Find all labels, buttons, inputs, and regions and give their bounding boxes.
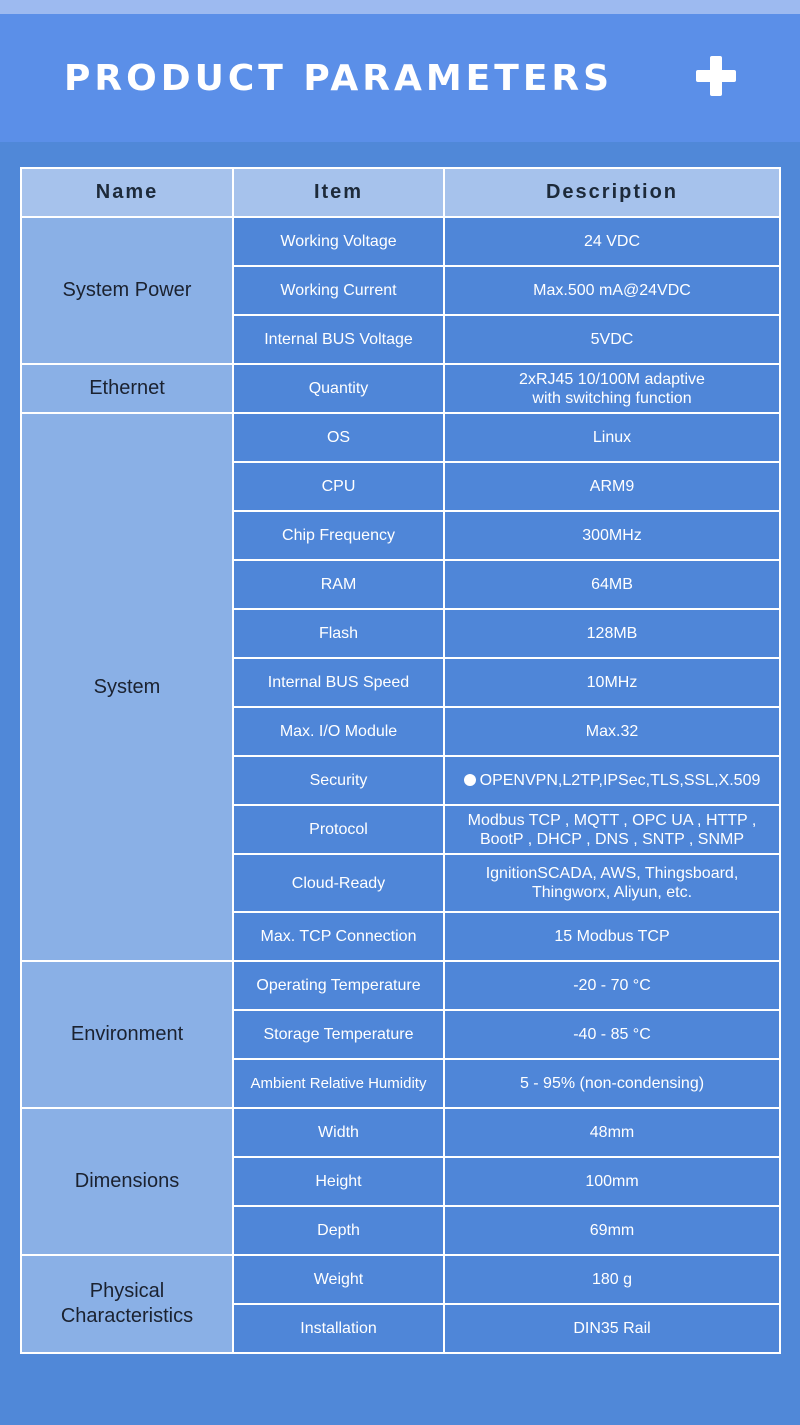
section-header bbox=[0, 14, 800, 142]
item-cell: Ambient Relative Humidity bbox=[233, 1059, 444, 1108]
description-cell: 128MB bbox=[444, 609, 780, 658]
description-line: IgnitionSCADA, AWS, Thingsboard, bbox=[485, 865, 739, 882]
group-name-physical-characteristics: Physical Characteristics bbox=[21, 1255, 233, 1353]
item-cell: CPU bbox=[233, 462, 444, 511]
item-cell: Cloud-Ready bbox=[233, 854, 444, 912]
description-cell: Max.32 bbox=[444, 707, 780, 756]
item-cell: Internal BUS Speed bbox=[233, 658, 444, 707]
description-cell bbox=[444, 756, 780, 805]
description-line: 2xRJ45 10/100M adaptive bbox=[519, 370, 705, 388]
item-cell: Max. TCP Connection bbox=[233, 912, 444, 961]
item-cell: Storage Temperature bbox=[233, 1010, 444, 1059]
table-row bbox=[21, 961, 780, 1010]
description-cell: Max.500 mA@24VDC bbox=[444, 266, 780, 315]
parameters-table bbox=[20, 167, 781, 1354]
description-cell: 64MB bbox=[444, 560, 780, 609]
item-cell: Quantity bbox=[233, 364, 444, 413]
item-cell: Operating Temperature bbox=[233, 961, 444, 1010]
item-cell: Internal BUS Voltage bbox=[233, 315, 444, 364]
description-cell: 10MHz bbox=[444, 658, 780, 707]
item-cell: Security bbox=[233, 756, 444, 805]
description-cell bbox=[444, 854, 780, 912]
group-name-dimensions: Dimensions bbox=[21, 1108, 233, 1255]
group-name-system: System bbox=[21, 413, 233, 961]
item-cell: Width bbox=[233, 1108, 444, 1157]
description-cell: ARM9 bbox=[444, 462, 780, 511]
item-cell: Height bbox=[233, 1157, 444, 1206]
description-cell: 48mm bbox=[444, 1108, 780, 1157]
item-cell: Depth bbox=[233, 1206, 444, 1255]
item-cell: Weight bbox=[233, 1255, 444, 1304]
table-row bbox=[21, 1255, 780, 1304]
item-cell: Working Current bbox=[233, 266, 444, 315]
description-cell bbox=[444, 364, 780, 413]
table-row bbox=[21, 1108, 780, 1157]
description-cell: -40 - 85 °C bbox=[444, 1010, 780, 1059]
plus-icon[interactable] bbox=[696, 56, 736, 96]
table-header-row bbox=[21, 168, 780, 217]
group-name-system-power: System Power bbox=[21, 217, 233, 364]
description-cell: 100mm bbox=[444, 1157, 780, 1206]
description-cell: 5VDC bbox=[444, 315, 780, 364]
column-header-item: Item bbox=[233, 168, 444, 217]
description-line: BootP , DHCP , DNS , SNTP , SNMP bbox=[479, 830, 745, 848]
description-cell bbox=[444, 805, 780, 854]
description-cell: 300MHz bbox=[444, 511, 780, 560]
description-line: with switching function bbox=[532, 389, 692, 407]
item-cell: Chip Frequency bbox=[233, 511, 444, 560]
column-header-description: Description bbox=[444, 168, 780, 217]
top-accent-bar bbox=[0, 0, 800, 14]
bullet-icon bbox=[464, 774, 476, 786]
group-name-ethernet: Ethernet bbox=[21, 364, 233, 413]
item-cell: OS bbox=[233, 413, 444, 462]
item-cell: Protocol bbox=[233, 805, 444, 854]
group-name-environment: Environment bbox=[21, 961, 233, 1108]
item-cell: Max. I/O Module bbox=[233, 707, 444, 756]
column-header-name: Name bbox=[21, 168, 233, 217]
description-cell: 24 VDC bbox=[444, 217, 780, 266]
description-cell: 180 g bbox=[444, 1255, 780, 1304]
description-cell: 5 - 95% (non-condensing) bbox=[444, 1059, 780, 1108]
description-line: Modbus TCP , MQTT , OPC UA , HTTP , bbox=[467, 811, 757, 829]
item-cell: RAM bbox=[233, 560, 444, 609]
description-cell: 15 Modbus TCP bbox=[444, 912, 780, 961]
description-line: Thingworx, Aliyun, etc. bbox=[531, 884, 693, 901]
description-cell: Linux bbox=[444, 413, 780, 462]
page-title: PRODUCT PARAMETERS bbox=[64, 58, 614, 99]
table-row bbox=[21, 217, 780, 266]
description-text: OPENVPN,L2TP,IPSec,TLS,SSL,X.509 bbox=[479, 772, 761, 789]
table-row bbox=[21, 413, 780, 462]
item-cell: Installation bbox=[233, 1304, 444, 1353]
item-cell: Flash bbox=[233, 609, 444, 658]
description-cell: -20 - 70 °C bbox=[444, 961, 780, 1010]
item-cell: Working Voltage bbox=[233, 217, 444, 266]
table-row bbox=[21, 364, 780, 413]
description-cell: 69mm bbox=[444, 1206, 780, 1255]
description-cell: DIN35 Rail bbox=[444, 1304, 780, 1353]
